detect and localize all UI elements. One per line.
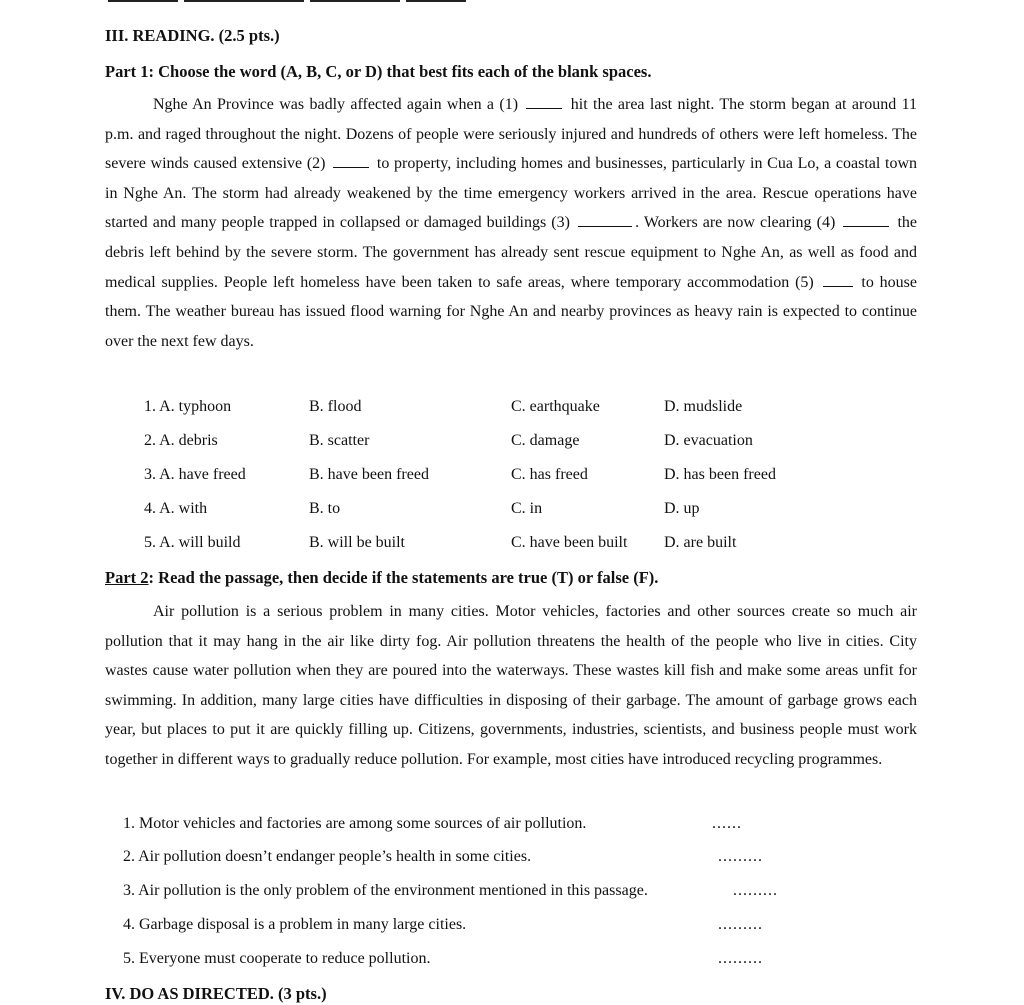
statement-5: 5. Everyone must cooperate to reduce pollution. xyxy=(123,950,431,967)
statement-2: 2. Air pollution doesn’t endanger people’s health in some cities. xyxy=(123,848,532,865)
part-2-title xyxy=(105,568,658,588)
option-a: 1. A. typhoon xyxy=(144,398,232,415)
option-d: D. up xyxy=(664,500,700,517)
blank-1 xyxy=(526,94,562,109)
part-1-title: Part 1: Choose the word (A, B, C, or D) that best fits each of the blank spaces. xyxy=(105,62,652,81)
part-2-label: Part 2 xyxy=(105,568,149,587)
option-c: C. damage xyxy=(511,432,580,449)
statement-1: 1. Motor vehicles and factories are among some sources of air pollution. xyxy=(123,815,587,832)
answer-blank-1[interactable]: ...... xyxy=(712,815,742,832)
blank-2 xyxy=(333,153,369,168)
blank-3 xyxy=(578,212,632,227)
option-b: B. scatter xyxy=(309,432,370,449)
option-c: C. has freed xyxy=(511,466,588,483)
option-d: D. has been freed xyxy=(664,466,776,483)
option-c: C. have been built xyxy=(511,534,628,551)
option-b: B. will be built xyxy=(309,534,405,551)
option-a: 2. A. debris xyxy=(144,432,218,449)
option-a: 4. A. with xyxy=(144,500,208,517)
option-d: D. are built xyxy=(664,534,737,551)
option-b: B. have been freed xyxy=(309,466,429,483)
blank-5 xyxy=(823,272,853,287)
option-d: D. mudslide xyxy=(664,398,743,415)
blank-4 xyxy=(843,212,889,227)
answer-blank-4[interactable]: ......... xyxy=(718,916,763,933)
statement-4: 4. Garbage disposal is a problem in many large cities. xyxy=(123,916,467,933)
option-c: C. in xyxy=(511,500,543,517)
option-d: D. evacuation xyxy=(664,432,753,449)
answer-blank-3[interactable]: ......... xyxy=(733,882,778,899)
cropped-previous-line xyxy=(108,0,508,2)
part-1-passage: Nghe An Province was badly affected again when a (1) hit the area last night. The storm began at around 11 p.m. and raged throughout the night. Dozens of people were seriously injured and hundreds of others were left homeless. The severe winds caused extensive (2) to property, including homes and businesses, particularly in Cua Lo, a coastal town in Nghe An. The storm had already weakened by the time emergency workers arrived in the area. Rescue operations have started and many people trapped in collapsed or damaged buildings (3) . Workers are now clearing (4) the debris left behind by the severe storm. The government has already sent rescue equipment to Nghe An, as well as food and medical supplies. People left homeless have been taken to safe areas, where temporary accommodation (5) to house them. The weather bureau has issued flood warning for Nghe An and nearby provinces as heavy rain is expected to continue over the next few days. xyxy=(105,96,918,350)
section-4-title: IV. DO AS DIRECTED. (3 pts.) xyxy=(105,984,327,1003)
answer-blank-2[interactable]: ......... xyxy=(718,848,763,865)
part-2-passage: Air pollution is a serious problem in many cities. Motor vehicles, factories and other sources create so much air pollution that it may hang in the air like dirty fog. Air pollution threatens the health of the people who live in cities. City wastes cause water pollution when they are poured into the waterways. These wastes kill fish and make some areas unfit for swimming. In addition, many large cities have difficulties in disposing of their garbage. The amount of garbage grows each year, but places to put it are quickly filling up. Citizens, governments, industries, scientists, and business people must work together in different ways to gradually reduce pollution. For example, most cities have introduced recycling programmes. xyxy=(105,603,917,768)
option-b: B. flood xyxy=(309,398,362,415)
option-a: 5. A. will build xyxy=(144,534,241,551)
part-2-instructions: : Read the passage, then decide if the statements are true (T) or false (F). xyxy=(148,568,659,587)
statement-3: 3. Air pollution is the only problem of the environment mentioned in this passage. xyxy=(123,882,648,899)
option-b: B. to xyxy=(309,500,341,517)
option-a: 3. A. have freed xyxy=(144,466,246,483)
section-3-title: III. READING. (2.5 pts.) xyxy=(105,26,280,45)
answer-blank-5[interactable]: ......... xyxy=(718,950,763,967)
option-c: C. earthquake xyxy=(511,398,600,415)
